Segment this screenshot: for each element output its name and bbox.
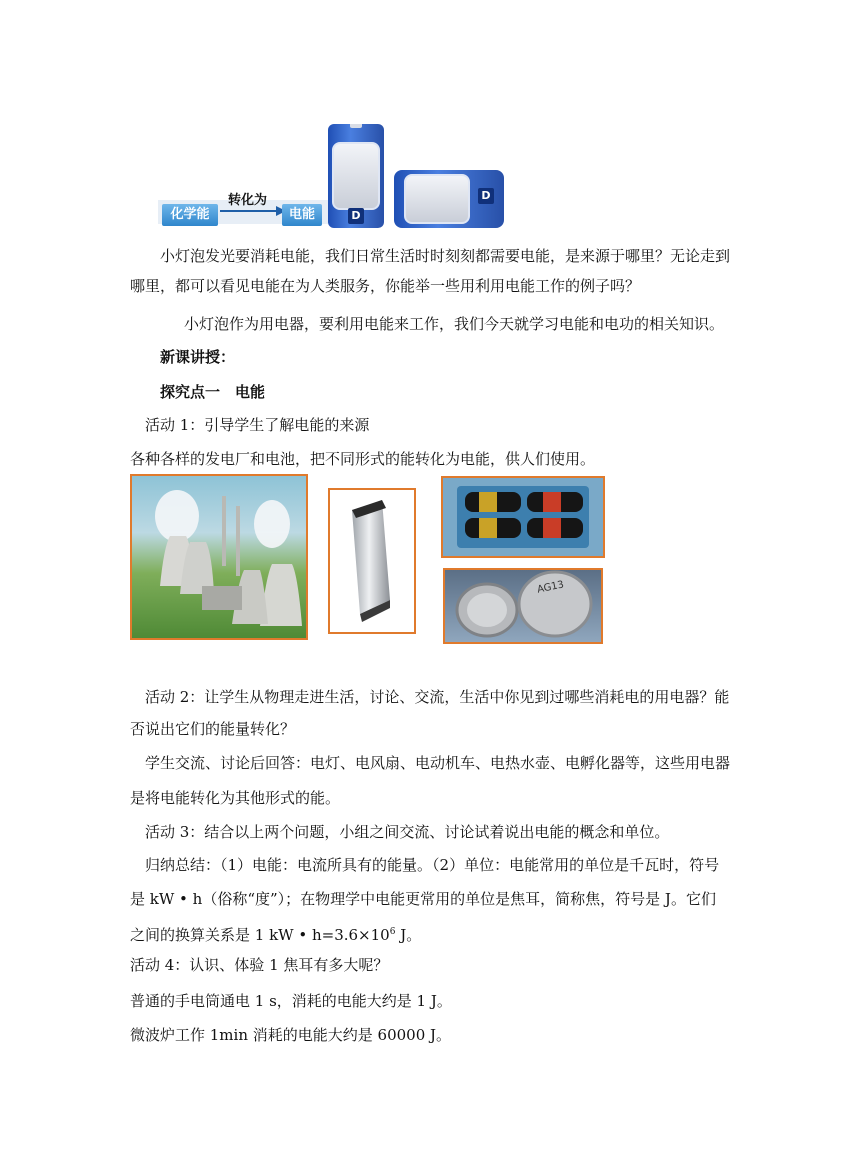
electric-energy-tag: 电能 (282, 204, 322, 226)
section-heading-new: 新课讲授： (160, 348, 236, 366)
summary-line-3 (130, 922, 421, 945)
activity-2-line-2: 否说出它们的能量转化？ (130, 720, 296, 738)
summary-line-3-text: 之间的换算关系是 1 kW • h=3.6×10 (130, 926, 390, 944)
power-plant-photo (130, 474, 308, 640)
section-heading-point: 探究点一 电能 (160, 383, 266, 401)
summary-line-1: 归纳总结：（1）电能：电流所具有的能量。（2）单位：电能常用的单位是千瓦时，符号 (145, 856, 720, 874)
answer-line-2: 是将电能转化为其他形式的能。 (130, 789, 341, 807)
fact-flashlight: 普通的手电筒通电 1 s，消耗的电能大约是 1 J。 (130, 992, 452, 1010)
summary-line-2: 是 kW • h（俗称“度”）；在物理学中电能更常用的单位是焦耳，简称焦，符号是 J。它们 (130, 890, 716, 908)
coin-label: AG13 (536, 579, 565, 596)
summary-exponent: 6 (389, 927, 396, 937)
activity-3: 活动 3：结合以上两个问题，小组之间交流、讨论试着说出电能的概念和单位。 (145, 823, 670, 841)
activity-4: 活动 4：认识、体验 1 焦耳有多大呢？ (130, 956, 389, 974)
activity-1: 活动 1：引导学生了解电能的来源 (145, 416, 370, 434)
summary-line-3-end: J。 (395, 926, 422, 944)
power-plant-image (132, 476, 306, 638)
battery-letter: D (348, 208, 364, 224)
activity-2-line-1: 活动 2：让学生从物理走进生活，讨论、交流，生活中你见到过哪些消耗电的用电器？能 (145, 688, 730, 706)
aa-batteries-photo (441, 476, 605, 558)
e-bike-battery-photo (328, 488, 416, 634)
battery-letter-2: D (478, 188, 494, 204)
battery-upright (328, 124, 384, 228)
coin-cells-photo (443, 568, 603, 644)
battery-pack-image (330, 490, 414, 632)
answer-line-1: 学生交流、讨论后回答：电灯、电风扇、电动机车、电热水壶、电孵化器等，这些用电器 (145, 754, 731, 772)
battery-lying (394, 170, 504, 228)
coin-cells-image (445, 570, 601, 642)
intro-line-2: 哪里，都可以看见电能在为人类服务，你能举一些用利用电能工作的例子吗？ (130, 277, 641, 295)
chemical-energy-tag: 化学能 (162, 204, 218, 226)
convert-label: 转化为 (228, 193, 268, 208)
intro-line-1: 小灯泡发光要消耗电能，我们日常生活时时刻刻都需要电能，是来源于哪里？无论走到 (160, 247, 731, 265)
activity-1-desc: 各种各样的发电厂和电池，把不同形式的能转化为电能，供人们使用。 (130, 450, 596, 468)
fact-microwave: 微波炉工作 1min 消耗的电能大约是 60000 J。 (130, 1026, 452, 1044)
intro-line-3: 小灯泡作为用电器，要利用电能来工作，我们今天就学习电能和电功的相关知识。 (184, 315, 725, 333)
aa-batteries-image (443, 478, 603, 556)
